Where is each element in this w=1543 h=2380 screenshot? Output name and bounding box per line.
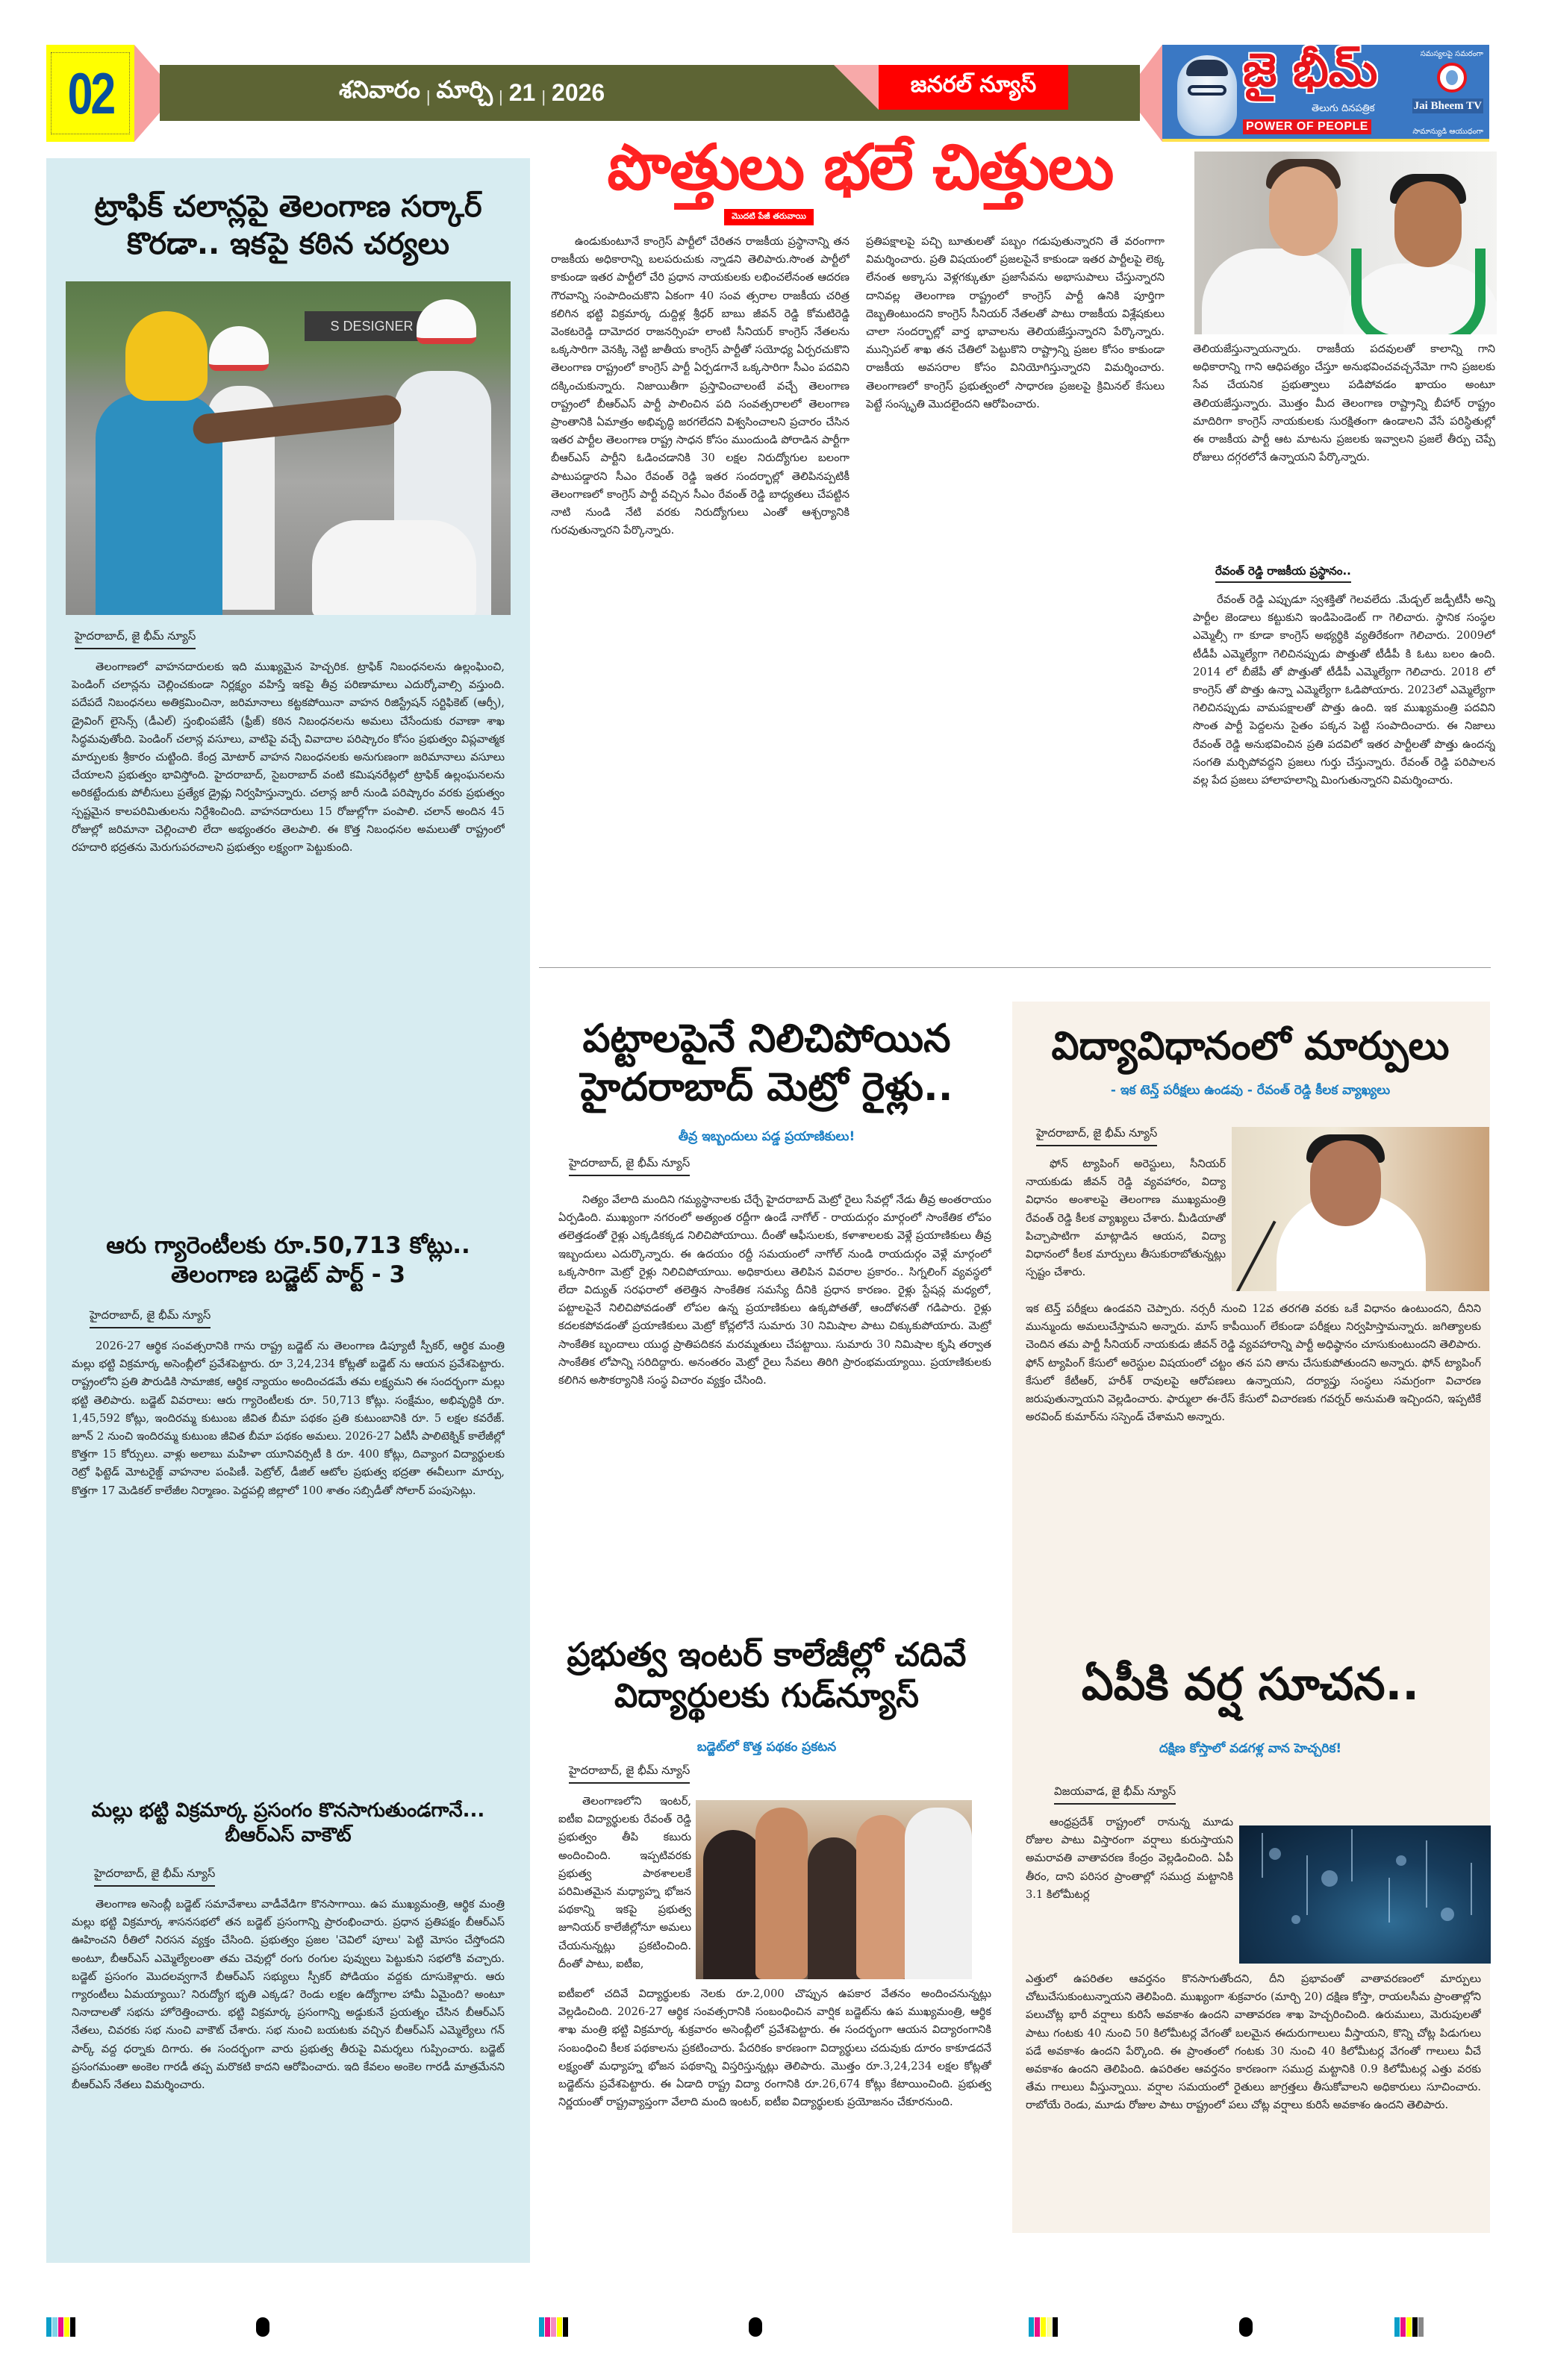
registration-color-bar [1394,2317,1400,2337]
logo-motto-bottom: సామాన్యుడి ఆయుధంగా [1412,128,1483,136]
metro-dateline: హైదరాబాద్, జై భీమ్ న్యూస్ [569,1155,690,1176]
section-divider [539,967,1491,968]
rain-dateline: విజయవాడ, జై భీమ్ న్యూస్ [1054,1784,1176,1805]
newspaper-logo [1162,45,1489,142]
rain-photo [1239,1825,1491,1964]
registration-color-bar [1400,2317,1406,2337]
registration-color-bar [52,2317,57,2337]
traffic-body: తెలంగాణలో వాహనదారులకు ఇది ముఖ్యమైన హెచ్చరిక. ట్రాఫిక్ నిబంధనలను ఉల్లంఘించి, పెండింగ్ చలాన్లను చెల్లించకుండా నిర్లక్ష్యం వహిస్తే ఇకపై తీవ్ర పరిణామాలు ఎదుర్కోవాల్సి వస్తుంది. పదేపదే నిబంధనలు అతిక్రమించినా, జరిమానాలు కట్టకపోయినా వాహన రిజిస్ట్రేషన్ సర్టిఫికెట్ (ఆర్సీ), డ్రైవింగ్ లైసెన్స్ (డీఎల్) స్తంభింపజేసే (ఫ్రీజ్) కఠిన నిబంధనలను అమలు చేసేందుకు రవాణా శాఖ సిద్ధమవుతోంది. పెండింగ్ చలాన్ల వసూలు, వాటిపై వచ్చే వివాదాల పరిష్కారం కోసం ప్రభుత్వం విప్లవాత్మక మార్పులకు శ్రీకారం చుట్టింది. కేంద్ర మోటార్ వాహన నిబంధనలకు అనుగుణంగా జరిమానాలు వసూలు చేయాలని ప్రభుత్వం భావిస్తోంది. హైదరాబాద్, సైబరాబాద్ వంటి కమిషనరేట్లలో ట్రాఫిక్ ఉల్లంఘనలను అరికట్టేందుకు పోలీసులు ప్రత్యేక డ్రైవ్లు నిర్వహిస్తున్నారు. చలాన్ల జారీ నుండి పరిష్కారం వరకు ప్రభుత్వం స్పష్టమైన కాలపరిమితులను నిర్దేశించింది. వాహనదారులు 15 రోజుల్లోగా పంపాలి. చలాన్ అందిన 45 రోజుల్లో జరిమానా చెల్లించాలి లేదా అభ్యంతరం తెలపాలి. ఈ కొత్త నిబంధనల అమలుతో రాష్ట్రంలో రహదారి భద్రతను మెరుగుపరచాలని ప్రభుత్వం లక్ష్యంగా పెట్టుకుంది. [72,660,505,855]
issue-date [339,65,605,121]
registration-color-bar [1412,2317,1418,2337]
main-headline: పొత్తులు భలే చిత్తులు [607,131,1113,204]
color-registration-strip [1394,2317,1424,2337]
inter-dateline: హైదరాబాద్, జై భీమ్ న్యూస్ [569,1763,690,1784]
page-number: 02 [67,60,113,126]
color-registration-strip [46,2317,76,2337]
logo-subtitle: తెలుగు దినపత్రిక [1312,103,1375,114]
registration-color-bar [1053,2317,1058,2337]
registration-color-bar [58,2317,63,2337]
rain-body: ఎత్తులో ఉపరితల ఆవర్తనం కొనసాగుతోందని, దీని ప్రభావంతో వాతావరణంలో మార్పులు చోటుచేసుకుంటున్నాయని తెలిపింది. ముఖ్యంగా శుక్రవారం (మార్చి 20) దక్షిణ కోస్తా, రాయలసీమ ప్రాంతాల్లోని పలుచోట్ల భారీ వర్షాలు కురిసే అవకాశం ఉందని వాతావరణ శాఖ హెచ్చరించింది. ఉరుములు, మెరుపులతో పాటు గంటకు 40 నుంచి 50 కిలోమీటర్ల వేగంతో బలమైన ఈదురుగాలులు వీస్తాయని, కొన్ని చోట్ల పిడుగులు పడే అవకాశం ఉందని పేర్కొంది. ఈ ప్రాంతంలో గంటకు 30 నుంచి 40 కిలోమీటర్ల వేగంతో గాలులు వీచే అవకాశం ఉందని తెలిపింది. ఉపరితల ఆవర్తనం కారణంగా సముద్ర మట్టానికి 0.9 కిలోమీటర్ల ఎత్తు వరకు తేమ గాలులు వీస్తున్నాయి. వర్షాల సమయంలో రైతులు జాగ్రత్తలు తీసుకోవాలని అధికారులు సూచించారు. రాబోయే రెండు, మూడు రోజుల పాటు రాష్ట్రంలో పలు చోట్ల వర్షాలు కురిసే అవకాశం ఉందని తెలిపారు. [1026,1973,1481,2112]
main-story-col2: ప్రతిపక్షాలపై పచ్చి బూతులతో పబ్బం గడుపుతున్నారని తే వరంగాగా విమర్శించారు. ప్రతి విషయంలో ప్రజలపైనే కాకుండా ఇతర పార్టీలపై లెక్క లేనంత అక్కాసు వెళ్లగక్కుతూ ప్రజాసేవను అభాసుపాలు చేస్తున్నారని దానివల్ల తెలంగాణ రాష్ట్రంలో కాంగ్రెస్ పార్టీ ఉనికి పూర్తిగా దెబ్బతింటుందని కాంగ్రెస్ సీనియర్ నేతలతో పాటు రాజకీయ విశ్లేషకులు చాలా సందర్భాల్లో వార్త భావాలను తెలియజేస్తున్నారని పేర్కొన్నారు. మున్సిపల్ శాఖ తన చేతిలో పెట్టుకొని రాష్ట్రాన్ని ప్రజల కోసం కాకుండా రాజకీయ అవసరాల కోసం వినియోగిస్తున్నారని విమర్శించారు. తెలంగాణలో కాంగ్రెస్ ప్రభుత్వంలో సాధారణ ప్రజలపై క్రిమినల్ కేసులు పెట్టే సంస్కృతి మొదలైందని ఆరోపించారు. [866,235,1165,410]
education-deck: - ఇక టెన్త్ పరీక్షలు ఉండవు - రేవంత్ రెడ్డి కీలక వ్యాఖ్యలు [1110,1083,1391,1098]
registration-color-bar [1406,2317,1412,2337]
main-story-col1: ఉండుకుంటూనే కాంగ్రెస్ పార్టీలో చేరితన రాజకీయ ప్రస్థానాన్ని తన రాజకీయ అధికారాన్ని బలపరుచుకు న్నాడని తెలిపారు.సొంత పార్టీలో కాకుండా ఇతర పార్టీలో చేరి ప్రధాన నాయకులకు లభించలేనంత ఆదరణ గౌరవాన్ని సంపాదించుకొని ఏకంగా 40 సంవ త్సరాల రాజకీయ చరిత్ర కలిగిన భట్టి విక్రమార్క దుద్దిళ్ల శ్రీధర్ బాబు జీవన్ రెడ్డి కోమటిరెడ్డి వెంకటరెడ్డి దామోదర రాజనర్సింహ లాంటి సీనియర్ కాంగ్రెస్ నేతలను ఒక్కసారిగా వెనక్కి నెట్టి జాతీయ కాంగ్రెస్ పార్టీతో సయోధ్య ఏర్పరచుకొని తెలంగాణ రాష్ట్రంలో కాంగ్రెస్ పార్టీ ఏర్పడగానే ఒక్కసారిగా సీఎం పదవిని దక్కించుకున్నారు. నిజాయితీగా ప్రస్తావించాలంటే వచ్చే తెలంగాణ రాష్ట్రంలో బీఆర్ఎస్ పార్టీ పాలించిన పది సంవత్సరాలలో తెలంగాణ ప్రాంతానికి ఏమాత్రం అభివృద్ధి జరగలేదని విశ్వసించాలని ప్రచారం చేసిన ఇతర పార్టీల తెలంగాణ రాష్ట్ర సాధన కోసం ముందుండి పోరాడిన పార్టీగా బీఆర్ఎస్ పార్టీని ఓడించడానికి 30 లక్షల నిరుద్యోగుల బలంగా పాటుపడ్డారని సీఎం రేవంత్ రెడ్డి ఇతర సందర్భాల్లో తెలిపినప్పటికీ తెలంగాణలో కాంగ్రెస్ పార్టీ వచ్చిన సీఎం రేవంత్ రెడ్డి బాధ్యతలు చేపట్టిన నాటి నుండి నేటి వరకు నిరుద్యోగులు ఎంతో ఆశ్చర్యానికి గురవుతున్నారని పేర్కొన్నారు. [551,235,850,537]
registration-color-bar [1047,2317,1052,2337]
main-story-col3b: రేవంత్ రెడ్డి ఎప్పుడూ స్వశక్తితో గెలవలేదు .మేడ్చల్ జడ్పీటీసీ అన్ని పార్టీల జెండాలు కట్టుకుని ఇండిపెండెంట్ గా గెలిచారు. స్థానిక సంస్థల ఎమ్మెల్సీ గా కూడా కాంగ్రెస్ అభ్యర్థికి వ్యతిరేకంగా గెలిచారు. 2009లో టీడీపీ ఎమ్మెల్యేగా గెలిచినప్పుడు పొత్తుతో టీడీపీ కి ఓటు బలం ఉంది. 2014 లో బీజేపీ తో పొత్తుతో టీడీపీ ఎమ్మెల్యేగా గెలిచారు. 2018 లో కాంగ్రెస్ తో పొత్తు ఉన్నా ఎమ్మెల్యేగా ఓడిపోయారు. 2023లో ఎమ్మెల్యేగా గెలిచినప్పుడు వామపక్షాలతో పొత్తు ఉంది. ఇక ముఖ్యమంత్రి పదవిని సొంత పార్టీ పెద్దలను సైతం పక్కన పెట్టి సంపాదించారు. ఈ నిజాలు రేవంత్ రెడ్డి అనుభవించిన ప్రతి పదవిలో ఇతర పార్టీలతో పొత్తు ఉందన్న సంగతి మర్చిపోవద్దని ప్రజలు గుర్తు చేస్తున్నారు. రేవంత్ రెడ్డి పరిపాలన వల్ల పేద ప్రజలు హాలాహలాన్ని మింగుతున్నారని విమర్శించారు. [1193,593,1495,787]
budget-dateline: హైదరాబాద్, జై భీమ్ న్యూస్ [90,1308,211,1328]
metro-headline: పట్టాలపైనే నిలిచిపోయిన హైదరాబాద్ మెట్రో రైళ్లు.. [580,1016,953,1110]
registration-color-bar [539,2317,544,2337]
inter-body: ఐటీఐలో చదివే విద్యార్థులకు నెలకు రూ.2,000 చొప్పున ఉపకార వేతనం అందించనున్నట్లు వెల్లడించింది. 2026-27 ఆర్థిక సంవత్సరానికి సంబంధించిన వార్షిక బడ్జెట్‌ను ఉప ముఖ్యమంత్రి, ఆర్థిక శాఖ మంత్రి భట్టి విక్రమార్క శుక్రవారం అసెంబ్లీలో ప్రవేశపెట్టారు. ఈ సందర్భంగా ఆయన విద్యారంగానికి సంబంధించి కీలక పథకాలను ప్రకటించారు. పేదరికం కారణంగా విద్యార్థులు చదువుకు దూరం కాకూడదనే లక్ష్యంతో మధ్యాహ్న భోజన పథకాన్ని విస్తరిస్తున్నట్లు తెలిపారు. మొత్తం రూ.3,24,234 లక్షల కోట్లతో బడ్జెట్‌ను ప్రవేశపెట్టారు. ఈ ఏడాది రాష్ట్ర విద్యా రంగానికి రూ.26,674 కోట్లు కేటాయించింది. ప్రభుత్వ నిర్ణయంతో రాష్ట్రవ్యాప్తంగా వేలాది మంది ఇంటర్, ఐటీఐ విద్యార్థులకు ప్రయోజనం చేకూరనుంది. [558,1987,991,2109]
page-number-badge [46,45,134,142]
registration-color-bar [545,2317,550,2337]
registration-color-bar [1029,2317,1034,2337]
walkout-body: తెలంగాణ అసెంబ్లీ బడ్జెట్ సమావేశాలు వాడీవేడిగా కొనసాగాయి. ఉప ముఖ్యమంత్రి, ఆర్థిక మంత్రి మల్లు భట్టి విక్రమార్క శాసనసభలో తన బడ్జెట్ ప్రసంగాన్ని ప్రారంభించారు. ప్రధాన ప్రతిపక్షం బీఆర్ఎస్ ఊహించని రీతిలో నిరసన వ్యక్తం చేసింది. ప్రభుత్వం ప్రజల 'చెవిలో పూలు' పెట్టి మోసం చేస్తోందని అంటూ, బీఆర్ఎస్ ఎమ్మెల్యేలంతా తమ చెవుల్లో రంగు రంగుల పువ్వులు పెట్టుకుని సభలోకి వచ్చారు. బడ్జెట్ ప్రసంగం మొదలవ్వగానే బీఆర్ఎస్ సభ్యులు స్పీకర్ పోడియం వద్దకు దూసుకెళ్లారు. ఆరు గ్యారంటీలు ఏమయ్యాయి? నిరుద్యోగ భృతి ఎక్కడ? రెండు లక్షల ఉద్యోగాల హామీ ఏమైంది? అంటూ నినాదాలతో సభను హోరెత్తించారు. భట్టి విక్రమార్క ప్రసంగాన్ని అడ్డుకునే ప్రయత్నం చేసిన బీఆర్ఎస్ నేతలు, చివరకు సభ నుంచి వాకౌట్ చేశారు. సభ నుంచి బయటకు వచ్చిన బీఆర్ఎస్ ఎమ్మెల్యేలు గన్ పార్క్ వద్ద ధర్నాకు దిగారు. ఈ సందర్భంగా వారు ప్రభుత్వ తీరుపై విమర్శలు గుప్పించారు. బడ్జెట్ ప్రసంగమంతా అంకెల గారడీ తప్ప మరొకటి కాదని ఆరోపించారు. ఇది కేవలం అంకెల గారడీ మాత్రమేనని బీఆర్ఎస్ నేతలు విమర్శించారు. [72,1898,505,2092]
traffic-headline: ట్రాఫిక్ చలాన్లపై తెలంగాణ సర్కార్ కొరడా.. ఇకపై కఠిన చర్యలు [94,190,482,261]
date-weekday: శనివారం [339,76,420,103]
budget-headline: ఆరు గ్యారెంటీలకు రూ.50,713 కోట్లు.. తెలంగాణ బడ్జెట్ పార్ట్ - 3 [106,1232,470,1288]
rain-headline: ఏపీకి వర్ష సూచన.. [1081,1658,1420,1711]
registration-color-bar [563,2317,568,2337]
traffic-police-photo [66,281,511,615]
education-body-side: ఫోన్ ట్యాపింగ్ అరెస్టులు, సీనియర్ నాయకుడు జీవన్ రెడ్డి వ్యవహారం, విద్యా విధానం అంశాలపై తెలంగాణ ముఖ్యమంత్రి రేవంత్ రెడ్డి కీలక వ్యాఖ్యలు చేశారు. మీడియాతో పిచ్చాపాటిగా మాట్లాడిన ఆయన, విద్యా విధానంలో కీలక మార్పులు తీసుకురాబోతున్నట్లు స్పష్టం చేశారు. [1026,1158,1226,1279]
date-day: 21 [508,79,536,106]
registration-color-bar [1035,2317,1040,2337]
section-tag: జనరల్ న్యూస్ [879,65,1068,110]
logo-fold [1140,45,1162,142]
registration-color-bar [64,2317,69,2337]
main-story-col3: తెలియజేస్తున్నాయన్నారు. రాజకీయ పదవులతో కాలాన్ని గాని అధికారాన్ని గాని ఆధిపత్యం చేస్తూ అనుభవించవచ్చనేమో గాని ప్రజలకు సేవ చేయనిక ప్రభుత్వాలు పడిపోవడం ఖాయం అంటూ తెలియజేస్తున్నారు. మొత్తం మీద తెలంగాణ రాష్ట్రాన్ని బీహార్ రాష్ట్రం మాదిరిగా కాంగ్రెస్ నాయకులకు సురక్షితంగా ఉండాలని వేసే పరిస్థితుల్లో ఈ రాజకీయ పార్టీ ఆట మాటను ప్రజలకు ఇవ్వాలని ప్రజలే తీర్పు చెప్పే రోజులు దగ్గరలోనే ఉన్నాయని పేర్కొన్నారు. [1193,343,1495,464]
walkout-dateline: హైదరాబాద్, జై భీమ్ న్యూస్ [94,1866,215,1887]
logo-motto-top: సమస్యలపై సమరంగా [1420,50,1483,58]
metro-body: నిత్యం వేలాది మందిని గమ్యస్థానాలకు చేర్చే హైదరాబాద్ మెట్రో రైలు సేవల్లో నేడు తీవ్ర అంతరాయం ఏర్పడింది. ముఖ్యంగా నగరంలో అత్యంత రద్దీగా ఉండే నాగోల్ - రాయదుర్గం మార్గంలో సాంకేతిక లోపం తలెత్తడంతో రైళ్లు ఎక్కడికక్కడ నిలిచిపోయాయి. దీంతో ఆఫీసులకు, కళాశాలలకు వెళ్లే ప్రయాణికులు తీవ్ర ఇబ్బందులు ఎదుర్కొన్నారు. ఈ ఉదయం రద్దీ సమయంలో నాగోల్ నుండి రాయదుర్గం వెళ్లే మార్గంలో ఒక్కసారిగా మెట్రో రైళ్లు నిలిచిపోయాయి. అధికారులు తెలిపిన వివరాల ప్రకారం.. సిగ్నలింగ్ వ్యవస్థలో లేదా విద్యుత్ సరఫరాలో తలెత్తిన సాంకేతిక సమస్యే దీనికి ప్రధాన కారణం. రైళ్లు స్టేషన్ల మధ్యలో, పట్టాలపైనే నిలిచిపోవడంతో లోపల ఉన్న ప్రయాణికులు ఉక్కపోతతో, ఆందోళనతో గడిపారు. రైళ్లు కదలకపోవడంతో ప్రయాణికులు మెట్రో కోచ్లలోనే సుమారు 30 నిమిషాల పాటు చిక్కుకుపోయారు. మెట్రో సాంకేతిక బృందాలు యుద్ధ ప్రాతిపదికన మరమ్మతులు చేపట్టాయి. సుమారు 30 నిమిషాల కృషి తర్వాత సాంకేతిక లోపాన్ని సరిదిద్దారు. అనంతరం మెట్రో రైలు సేవలు తిరిగి ప్రారంభమయ్యాయి. ప్రయాణికులకు కలిగిన అసౌకర్యానికి సంస్థ విచారం వ్యక్తం చేసింది. [558,1193,991,1387]
color-registration-strip [539,2317,569,2337]
inter-body-side: తెలంగాణలోని ఇంటర్, ఐటీఐ విద్యార్థులకు రేవంత్ రెడ్డి ప్రభుత్వం తీపి కబురు అందించింది. ఇప్పటివరకు ప్రభుత్వ పాఠశాలలకే పరిమితమైన మధ్యాహ్న భోజన పథకాన్ని ఇకపై ప్రభుత్వ జూనియర్ కాలేజీల్లోనూ అమలు చేయనున్నట్లు ప్రకటించింది. దీంతో పాటు, ఐటీఐ, [558,1795,691,1970]
logo-title: జై భీమ్ [1243,45,1378,97]
education-dateline: హైదరాబాద్, జై భీమ్ న్యూస్ [1036,1125,1157,1146]
inter-colleges-headline: ప్రభుత్వ ఇంటర్ కాలేజీల్లో చదివే విద్యార్థులకు గుడ్‌న్యూస్ [567,1636,967,1715]
tv-emblem-icon [1437,63,1467,93]
walkout-headline: మల్లు భట్టి విక్రమార్క ప్రసంగం కొనసాగుతుండగానే... బీఆర్ఎస్ వాకౌట్ [91,1799,485,1846]
registration-oval-mark [1239,2317,1253,2337]
registration-color-bar [1041,2317,1046,2337]
rain-body-side: ఆంధ్రప్రదేశ్ రాష్ట్రంలో రానున్న మూడు రోజుల పాటు విస్తారంగా వర్షాలు కురుస్తాయని అమరావతి వాతావరణ కేంద్రం వెల్లడించింది. ఏపీ తీరం, దాని పరిసర ప్రాంతాల్లో సముద్ర మట్టానికి 3.1 కిలోమీటర్ల [1026,1816,1233,1901]
education-headline: విద్యావిధానంలో మార్పులు [1051,1024,1450,1069]
date-separator: | [426,87,431,106]
registration-color-bar [70,2317,75,2337]
traffic-dateline: హైదరాబాద్, జై భీమ్ న్యూస్ [75,628,196,649]
inter-deck: బడ్జెట్‌లో కొత్త పథకం ప్రకటన [696,1740,837,1755]
revanth-career-subhead: రేవంత్ రెడ్డి రాజకీయ ప్రస్థానం.. [1215,563,1351,583]
page-number-fold [134,45,160,142]
ambedkar-portrait-icon [1177,55,1237,136]
registration-color-bar [557,2317,562,2337]
date-separator: | [499,87,503,106]
date-separator: | [541,87,546,106]
registration-color-bar [551,2317,556,2337]
rahul-revanth-photo [1194,152,1497,334]
date-month: మార్చి [436,76,493,103]
shop-sign: S DESIGNER [305,311,439,341]
education-body: ఇక టెన్త్ పరీక్షలు ఉండవని చెప్పారు. నర్సరీ నుంచి 12వ తరగతి వరకు ఒకే విధానం ఉంటుందని, దీనిని మున్ముందు అమలుచేస్తామని అన్నారు. మాస్ కాపీయింగ్ లేకుండా పరీక్షలు నిర్వహిస్తామన్నారు. జగిత్యాలకు చెందిన తమ పార్టీ సీనియర్ నాయకుడు జీవన్ రెడ్డి వ్యవహారాన్ని పార్టీ అధిష్ఠానం చూసుకుంటుందని తెలిపారు. ఫోన్ ట్యాపింగ్ కేసులో అరెస్టుల విషయంలో చట్టం తన పని తాను చేసుకుపోతుందని అన్నారు. ఫోన్ ట్యాపింగ్ కేసులో కేటీఆర్, హరీశ్ రావులపై ఆరోపణలు ఉన్నాయని, దర్యాప్తు సంస్థలు సమగ్రంగా విచారణ జరుపుతున్నాయని వెల్లడించారు. ఫార్ములా ఈ-రేస్ కేసులో విచారణకు గవర్నర్ అనుమతి ఇచ్చిందని, ఇప్పటికే అరవింద్ కుమార్‌ను సస్పెండ్ చేశామని అన్నారు. [1026,1302,1481,1424]
continued-from-front-tag: మొదటి పేజీ తరువాయి [724,209,814,225]
registration-oval-mark [256,2317,269,2337]
chief-minister-photo [1232,1127,1489,1291]
color-registration-strip [1029,2317,1059,2337]
registration-color-bar [46,2317,52,2337]
students-photo [696,1800,972,1979]
logo-tagline: POWER OF PEOPLE [1243,119,1371,134]
rain-deck: దక్షిణ కోస్తాలో వడగళ్ల వాన హెచ్చరిక! [1159,1741,1342,1756]
budget-body: 2026-27 ఆర్థిక సంవత్సరానికి గాను రాష్ట్ర బడ్జెట్ ను తెలంగాణ డిప్యూటీ స్పీకర్, ఆర్థిక మంత్రి మల్లు భట్టి విక్రమార్క అసెంబ్లీలో ప్రవేశపెట్టారు. రూ 3,24,234 కోట్లతో బడ్జెట్ ను ఆయన ప్రవేశపెట్టారు. రాష్ట్రంలోని ప్రతి పౌరుడికి సామాజిక, ఆర్థిక న్యాయం అందించడమే తమ లక్ష్యమని ఈ సందర్భంగా మల్లు భట్టి తెలిపారు. బడ్జెట్ వివరాలు: ఆరు గ్యారెంటీలకు రూ. 50,713 కోట్లు. సంక్షేమం, అభివృద్ధికి రూ. 1,45,592 కోట్లు, ఇందిరమ్మ కుటుంబ జీవిత బీమా పథకం ప్రతి కుటుంబానికి రూ. 5 లక్షల కవరేజ్. జూన్ 2 నుంచి ఇందిరమ్మ కుటుంబ జీవిత బీమా పథకం అమలు. 2026-27 ఏటీసీ పాలిటెక్నిక్ కాలేజీల్లో కొత్తగా 15 కోర్సులు. వాళ్లు అలాబు మహిళా యూనివర్సిటీ కి రూ. 400 కోట్లు, దివ్యాంగ విద్యార్థులకు రెట్రో ఫిట్టెడ్ మోటరైజ్డ్ వాహనాల పంపిణీ. పెట్రోల్, డీజిల్ ఆటోల ప్రభుత్వ భద్రతా ఈవీలుగా మార్పు, కొత్తగా 17 మెడికల్ కాలేజీల నిర్మాణం. పెద్దపల్లి జిల్లాలో 100 శాతం సబ్సిడీతో సోలార్ పంపుసెట్లు. [72,1340,505,1497]
registration-oval-mark [749,2317,762,2337]
metro-deck: తీవ్ర ఇబ్బందులు పడ్డ ప్రయాణికులు! [678,1129,855,1144]
registration-color-bar [1418,2317,1424,2337]
tv-label: Jai Bheem TV [1413,100,1482,112]
date-year: 2026 [552,79,605,106]
